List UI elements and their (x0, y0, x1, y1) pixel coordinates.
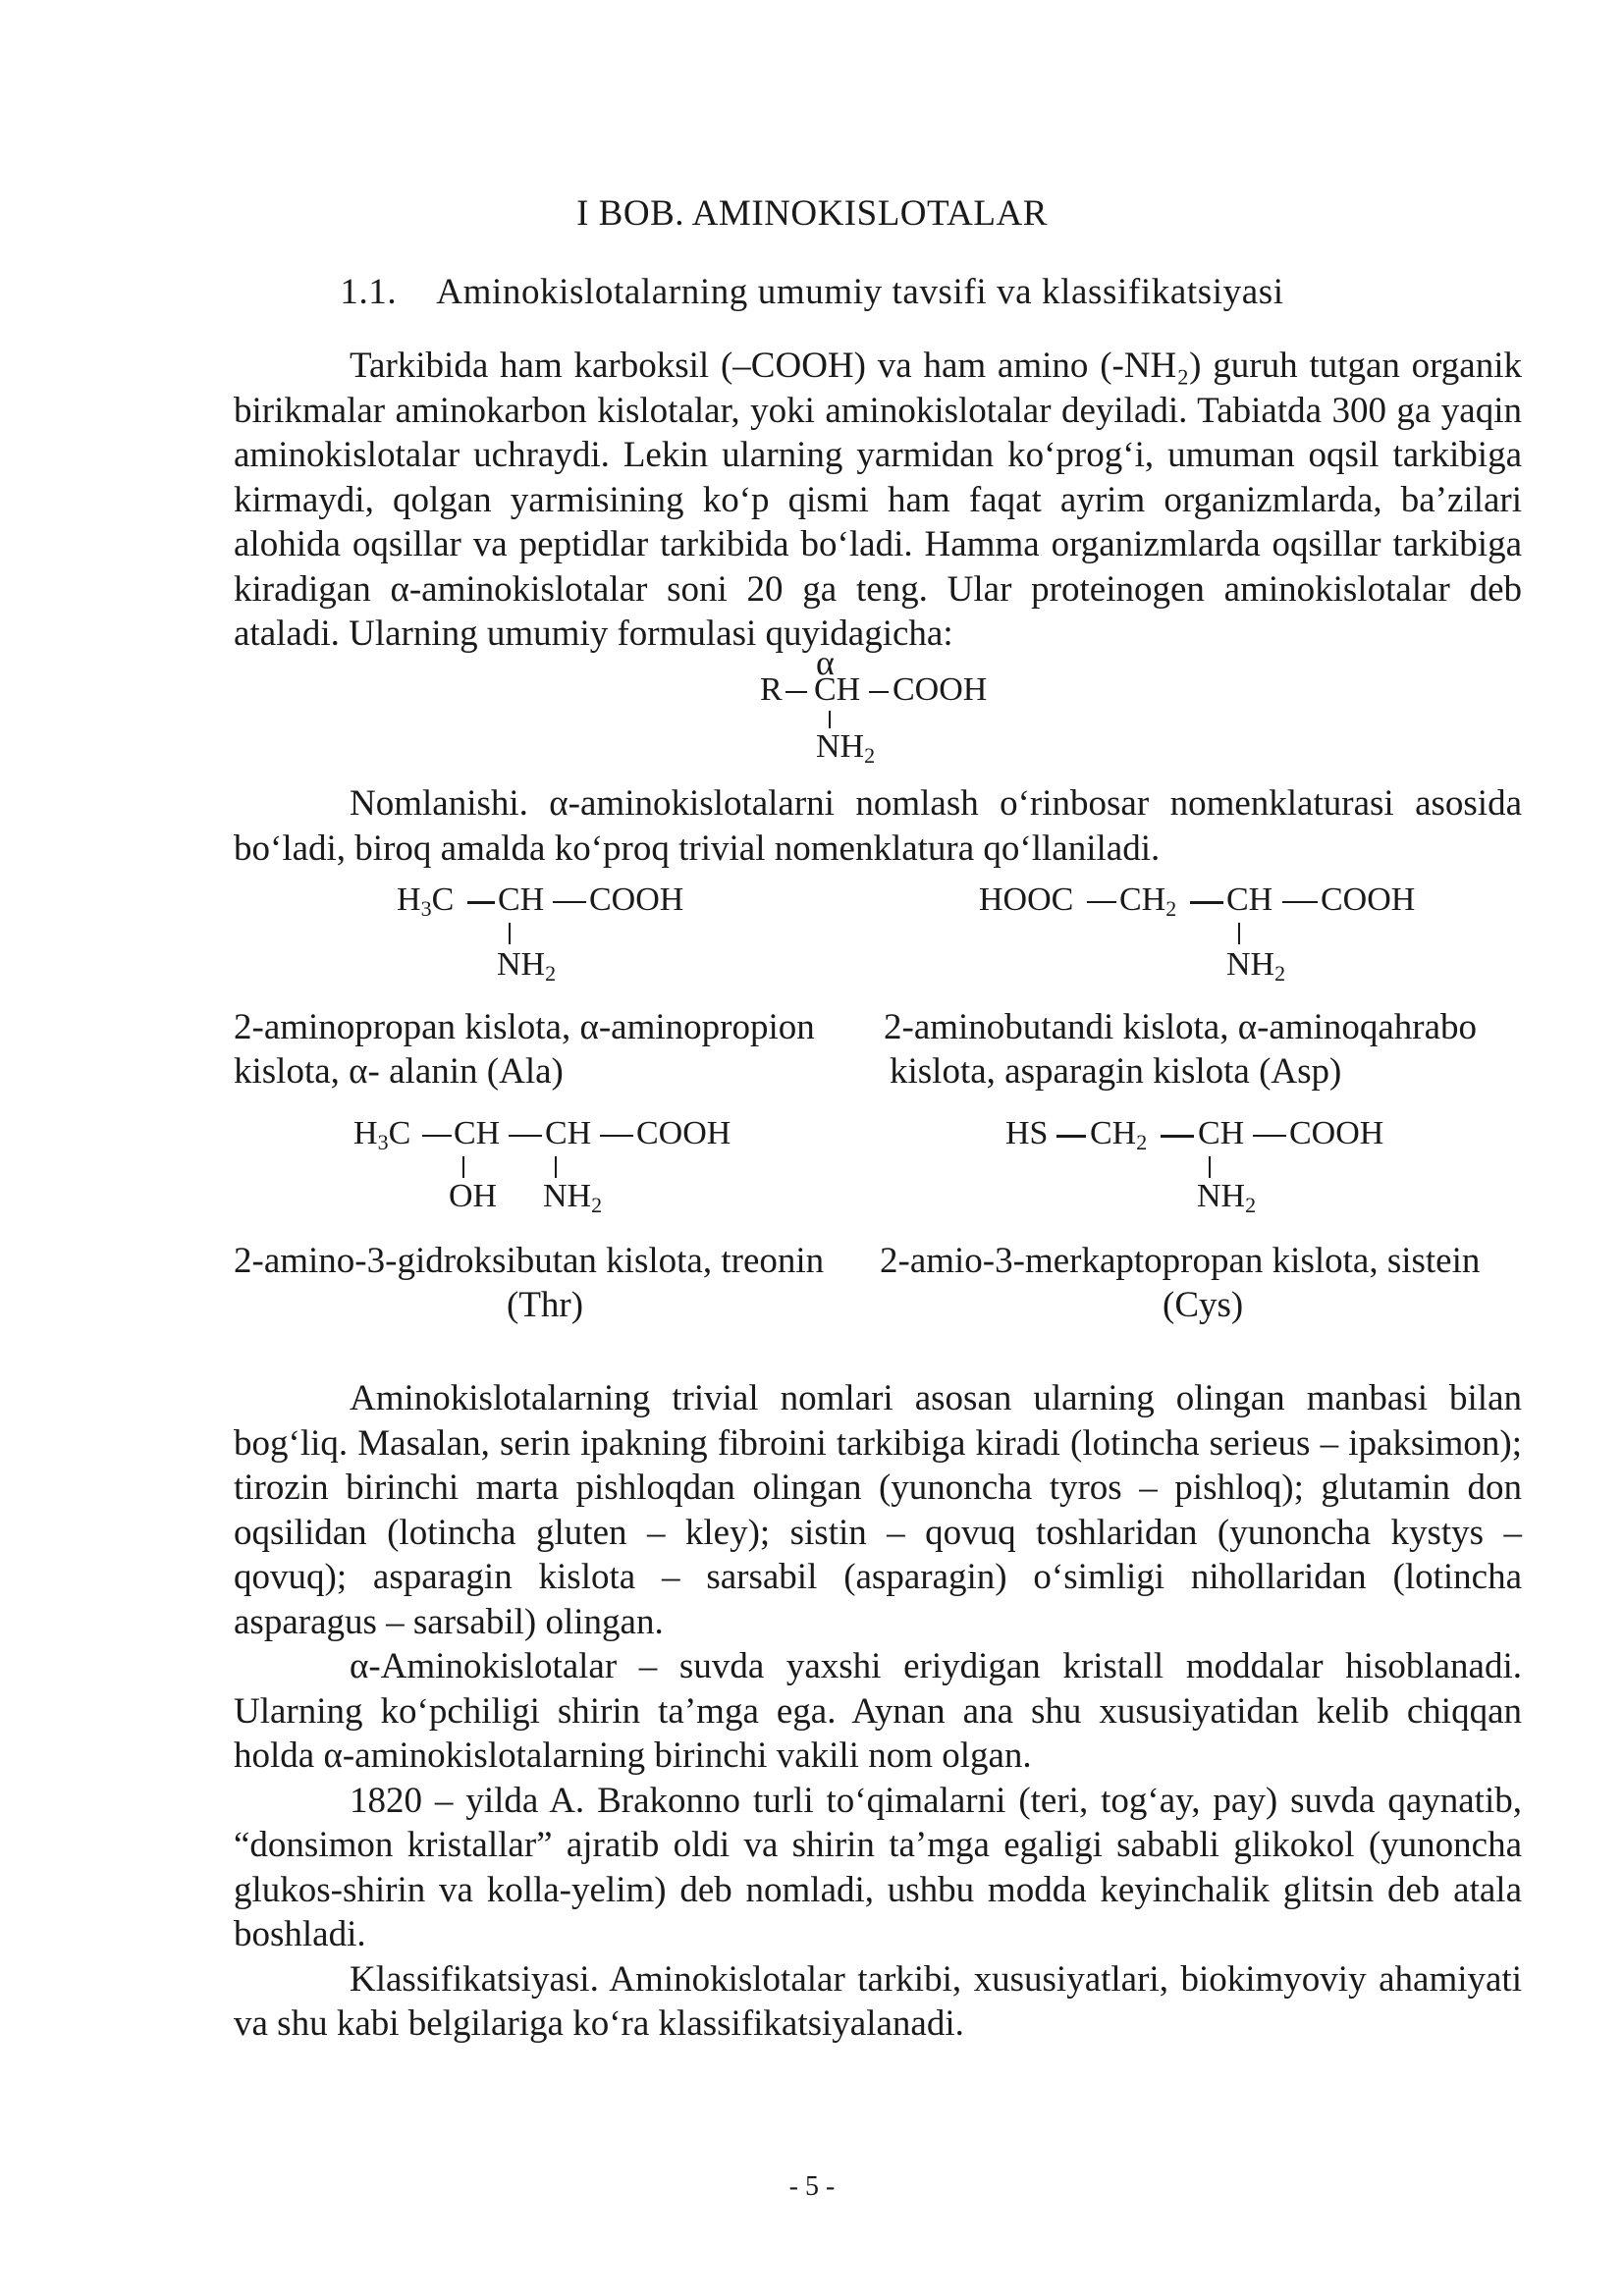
thr-oh: OH (449, 1178, 498, 1214)
bond-line (1056, 1135, 1086, 1138)
bond-line (467, 901, 495, 904)
body-block (234, 1376, 1522, 2047)
paragraph-history: 1820 – yilda A. Brakonno turli to‘qimalarni (teri, tog‘ay, pay) suvda qaynatib, “donsimon kristallar” ajratib oldi va shirin ta’mga egaligi sababli glikokol (yunoncha glukos-shirin va kolla-yelim) deb nomladi, ushbu modda keyinchalik glitsin deb atala boshladi. (234, 1780, 1522, 1954)
ala-h3c: $H_3C$ (397, 881, 455, 921)
formula-nh2 (816, 728, 875, 769)
thr-caption (234, 1239, 882, 1327)
intro-paragraph: Tarkibida ham karboksil (–COOH) va ham amino (-NH₂) guruh tutgan organik birikmalar aminokarbon kislotalar, yoki aminokislotalar deyiladi. Tabiatda 300 ga yaqin aminokislotalar uchraydi. Lekin ularning yarmidan ko‘prog‘i, umuman oqsil tarkibiga kirmaydi, qolgan yarmisining ko‘p qismi ham faqat ayrim organizmlarda, ba’zilari alohida oqsillar va peptidlar tarkibida bo‘ladi. Hamma organizmlarda oqsillar tarkibiga kiradigan α-aminokislotalar soni 20 ga teng. Ular proteinogen aminokislotalar deb ataladi. Ularning umumiy formulasi quyidagicha: (234, 346, 1522, 654)
bond-line (1282, 901, 1318, 903)
paragraph-classification: Klassifikatsiyasi. Aminokislotalar tarkibi, xususiyatlari, biokimyoviy ahamiyati va shu kabi belgilariga ko‘ra klassifikatsiyalanadi. (234, 1958, 1522, 2044)
ala-caption (234, 1005, 862, 1094)
intro-block (234, 344, 1522, 657)
thr-caption-line1: 2-amino-3-gidroksibutan kislota, treonin (234, 1241, 825, 1281)
thr-h3c: $H_3C$ (353, 1115, 411, 1154)
cys-cooh: COOH (1289, 1115, 1384, 1151)
asp-caption-line2: kislota, asparagin kislota (Asp) (890, 1051, 1342, 1092)
bond-line (829, 711, 831, 728)
cys-ch: CH (1198, 1115, 1245, 1151)
bond-line (509, 1135, 542, 1137)
cys-ch2: $CH_2$ (1090, 1115, 1148, 1154)
bond-line (1209, 1156, 1211, 1178)
formula-r: R (760, 671, 783, 708)
cys-caption-line1: 2-amio-3-merkaptopropan kislota, sistein (880, 1241, 1481, 1281)
bond-line (553, 901, 586, 903)
section-number: 1.1. (340, 272, 398, 312)
bond-line (1161, 1135, 1194, 1138)
nh-text: NH (816, 728, 865, 765)
ala-caption-line1: 2-aminopropan kislota, α-aminopropion (234, 1007, 815, 1047)
bond-line (509, 923, 511, 944)
bond-line (1087, 901, 1116, 903)
paragraph-trivial-names: Aminokislotalarning trivial nomlari asosan ularning olingan manbasi bilan bog‘liq. Masalan, serin ipakning fibroini tarkibiga kiradi (lotincha serieus – ipaksimon); tirozin birinchi marta pishloqdan olingan (yunoncha tyros – pishloq); glutamin don oqsilidan (lotincha gluten – kley); sistin – qovuq toshlaridan (yunoncha kystys – qovuq); asparagin kislota – sarsabil (asparagin) o‘simligi nihollaridan (lotincha asparagus – sarsabil) olingan. (234, 1378, 1522, 1642)
section-heading (0, 271, 1624, 313)
asp-nh2: $NH_2$ (1226, 946, 1286, 986)
bond-line (422, 1135, 452, 1137)
ala-caption-line2: kislota, α- alanin (Ala) (234, 1051, 564, 1092)
nh-subscript: 2 (864, 743, 876, 768)
asp-ch2: $CH_2$ (1119, 881, 1177, 921)
cys-caption-line2: (Cys) (1163, 1285, 1244, 1325)
naming-paragraph: Nomlanishi. α-aminokislotalarni nomlash o‘rinbosar nomenklaturasi asosida bo‘ladi, biroq amalda ko‘proq trivial nomenklatura qo‘llaniladi. (234, 783, 1522, 869)
chapter-title: I BOB. AMINOKISLOTALAR (576, 193, 1048, 234)
bond-line (462, 1156, 464, 1178)
cys-nh2: $NH_2$ (1197, 1178, 1257, 1217)
naming-block (234, 781, 1522, 871)
asp-hooc: HOOC (979, 881, 1074, 918)
asp-cooh: COOH (1321, 881, 1416, 918)
thr-nh2: $NH_2$ (543, 1178, 603, 1217)
asp-ch: CH (1226, 881, 1273, 918)
alpha-label: α (816, 643, 835, 682)
ala-ch: CH (498, 881, 545, 918)
asp-caption (884, 1005, 1532, 1094)
asp-caption-line1: 2-aminobutandi kislota, α-aminoqahrabo (884, 1007, 1478, 1047)
section-title: Aminokislotalarning umumiy tavsifi va klassifikatsiyasi (436, 272, 1284, 312)
thr-ch2: CH (545, 1115, 592, 1151)
ala-cooh: COOH (589, 881, 684, 918)
bond-line (555, 1156, 557, 1178)
bond-line (785, 691, 807, 693)
cys-caption (880, 1239, 1538, 1327)
bond-line (1253, 1135, 1286, 1137)
paragraph-solubility: α-Aminokislotalar – suvda yaxshi eriydigan kristall moddalar hisoblanadi. Ularning ko‘pchiligi shirin ta’mga ega. Aynan ana shu xususiyatidan kelib chiqqan holda α-aminokislotalarning birinchi vakili nom olgan. (234, 1646, 1522, 1776)
bond-line (1238, 923, 1240, 944)
ala-nh2: $NH_2$ (497, 946, 557, 986)
cys-hs: HS (1005, 1115, 1049, 1151)
thr-cooh: COOH (636, 1115, 731, 1151)
thr-ch1: CH (454, 1115, 501, 1151)
page-number: - 5 - (788, 2171, 836, 2202)
bond-line (1190, 901, 1223, 904)
bond-line (600, 1135, 633, 1137)
bond-line (869, 691, 889, 693)
thr-caption-line2: (Thr) (507, 1285, 584, 1325)
formula-cooh: COOH (893, 671, 988, 708)
formula-ch: CH (814, 671, 861, 708)
